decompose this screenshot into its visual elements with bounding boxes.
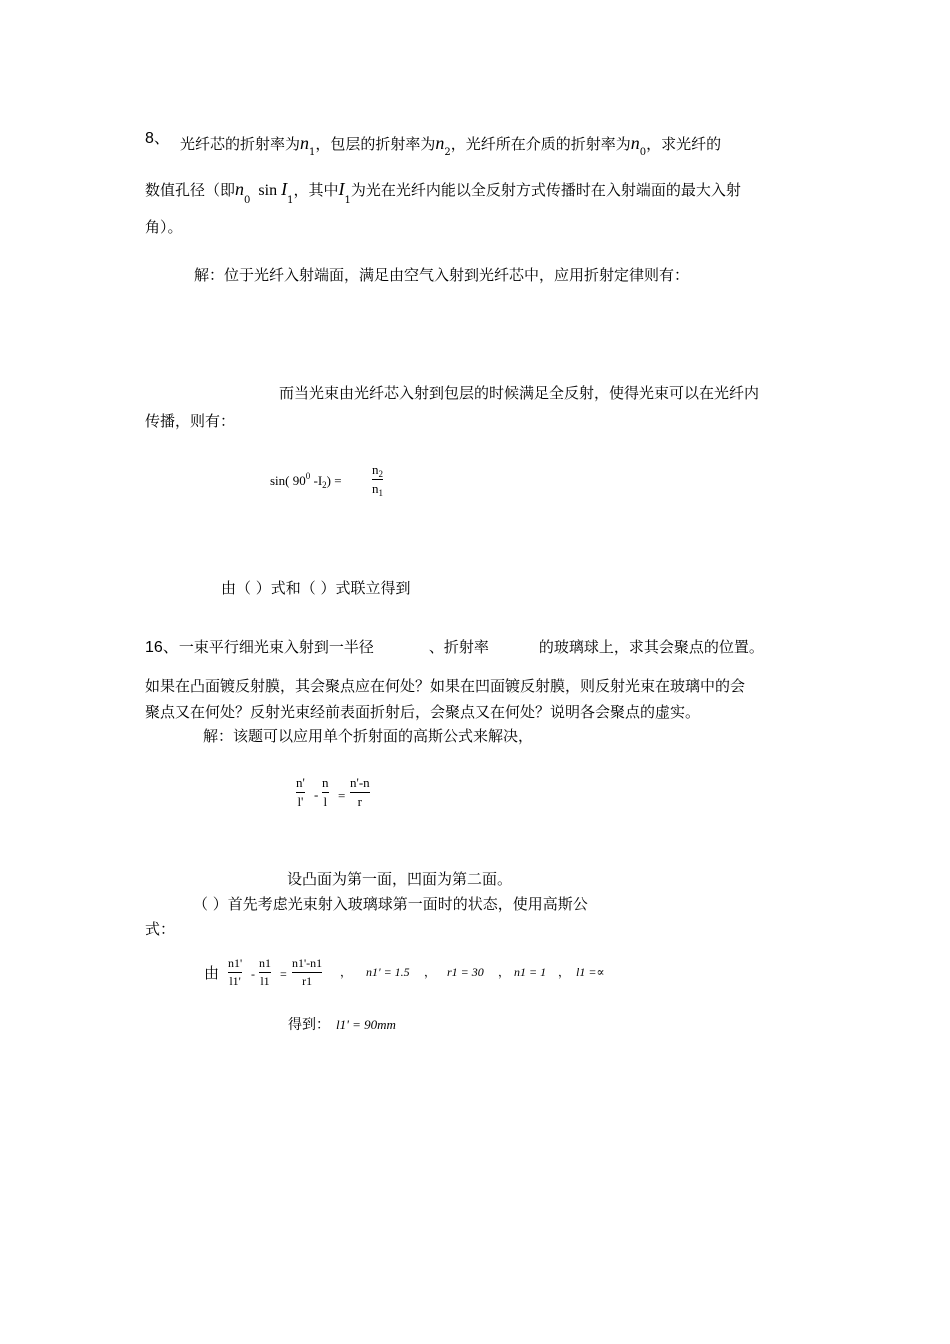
subscript: 1	[309, 147, 316, 158]
fraction-bar	[259, 972, 271, 973]
fraction-n-over-l	[322, 776, 329, 810]
denominator: l1	[260, 974, 270, 989]
numerator: n	[372, 462, 379, 477]
text-segment: 、折射率	[428, 638, 489, 656]
combine-statement: 由（ ）式和（ ）式联立得到	[221, 579, 411, 597]
symbol-n2: n	[435, 133, 445, 153]
separator: ，	[498, 965, 511, 979]
superscript: 0	[305, 471, 311, 481]
eq-mid: -I	[310, 473, 323, 488]
denominator: r1	[302, 974, 313, 989]
by-label: 由	[204, 964, 220, 982]
equals-sign: =	[338, 788, 346, 803]
step-1-line-a: （ ）首先考虑光束射入玻璃球第一面时的状态，使用高斯公	[193, 895, 588, 913]
fraction-n2-over-n1	[372, 463, 383, 497]
fraction-bar	[372, 479, 383, 480]
numerator: n'-n	[350, 775, 370, 790]
problem-8-line3: 角）。	[145, 218, 183, 236]
step-1-line-b: 式：	[145, 920, 176, 938]
eq-close: ) =	[326, 473, 342, 488]
text-segment: 为光在光纤内能以全反射方式传播时在入射端面的最大入射	[350, 181, 741, 199]
equals-sign: =	[280, 967, 287, 981]
problem-16-line2: 如果在凸面镀反射膜，其会聚点应在何处？如果在凹面镀反射膜，则反射光束在玻璃中的会	[145, 677, 746, 695]
numerator: n1'	[228, 956, 243, 970]
fraction-bar	[296, 792, 305, 793]
symbol-n0: n	[630, 133, 640, 153]
numerator: n1	[259, 956, 271, 970]
separator: ，	[424, 965, 437, 979]
problem-16-line1	[145, 640, 764, 656]
denominator: l'	[297, 794, 304, 810]
text-segment: ，包层的折射率为	[315, 135, 436, 153]
symbol-I1: I	[338, 179, 345, 199]
eq-lhs: sin( 90	[270, 473, 306, 488]
text-segment: ，求光纤的	[646, 135, 722, 153]
fraction-n1-prime-over-l1-prime	[228, 957, 242, 988]
assumption-statement: 设凸面为第一面，凹面为第二面。	[287, 870, 513, 888]
denominator: l1'	[229, 974, 241, 989]
fraction-delta-n-over-r	[350, 776, 370, 810]
solution-8-intro: 解：位于光纤入射端面，满足由空气入射到光纤芯中，应用折射定律则有：	[194, 266, 690, 284]
condition-n1-prime: n1' = 1.5	[366, 965, 410, 979]
separator: ，	[340, 965, 353, 979]
subscript: 1	[378, 488, 383, 499]
text-segment: 一束平行细光束入射到一半径	[178, 638, 374, 656]
denominator: l	[323, 794, 328, 810]
result-label: 得到：	[288, 1017, 330, 1033]
solution-16-intro: 解：该题可以应用单个折射面的高斯公式来解决，	[203, 727, 534, 745]
numerator: n'	[296, 775, 305, 790]
minus-sign: -	[314, 787, 319, 802]
problem-16-line3: 聚点又在何处？反射光束经前表面折射后，会聚点又在何处？说明各会聚点的虚实。	[145, 703, 701, 721]
minus-sign: -	[251, 967, 255, 981]
problem-8-line1	[180, 133, 722, 158]
result-value: l1' = 90mm	[336, 1017, 396, 1032]
solution-8-paragraph-b: 传播，则有：	[145, 412, 236, 430]
symbol-n1: n	[300, 133, 310, 153]
fraction-n1-over-l1	[259, 957, 271, 988]
fraction-bar	[350, 792, 370, 793]
subscript: 0	[639, 147, 647, 158]
fraction-rhs	[292, 957, 322, 988]
condition-r1: r1 = 30	[447, 965, 484, 979]
denominator: r	[357, 794, 362, 810]
text-segment: 光纤芯的折射率为	[180, 135, 301, 153]
symbol-I1: I	[281, 179, 288, 199]
subscript: 2	[444, 147, 451, 158]
condition-l1: l1 =∝	[576, 965, 605, 979]
numerator: n	[322, 775, 329, 790]
equation-total-reflection	[270, 471, 342, 490]
subscript: 1	[344, 195, 351, 206]
text-segment: 数值孔径（即	[145, 181, 236, 199]
fraction-bar	[292, 972, 322, 973]
fraction-n-prime-over-l-prime	[296, 776, 305, 810]
fraction-bar	[322, 792, 329, 793]
text-segment: ，其中	[293, 181, 339, 199]
condition-n1: n1 = 1	[514, 965, 547, 979]
solution-8-paragraph-a: 而当光束由光纤芯入射到包层的时候满足全反射，使得光束可以在光纤内	[279, 384, 760, 402]
subscript: 2	[378, 469, 383, 479]
text-segment: ，光纤所在介质的折射率为	[450, 135, 631, 153]
separator: ，	[558, 965, 571, 979]
numerator: n1'-n1	[292, 956, 323, 970]
problem-8-line2	[145, 179, 741, 206]
problem-number-16: 16、	[145, 639, 179, 656]
sin-label: sin	[258, 182, 278, 199]
text-segment: 的玻璃球上，求其会聚点的位置。	[538, 638, 764, 656]
problem-number-8: 8、	[145, 130, 170, 147]
fraction-bar	[228, 972, 242, 973]
symbol-n0: n	[235, 179, 245, 199]
subscript: 1	[287, 195, 294, 206]
denominator: n	[372, 481, 379, 497]
subscript: 0	[244, 195, 251, 206]
subscript: 2	[322, 480, 327, 490]
